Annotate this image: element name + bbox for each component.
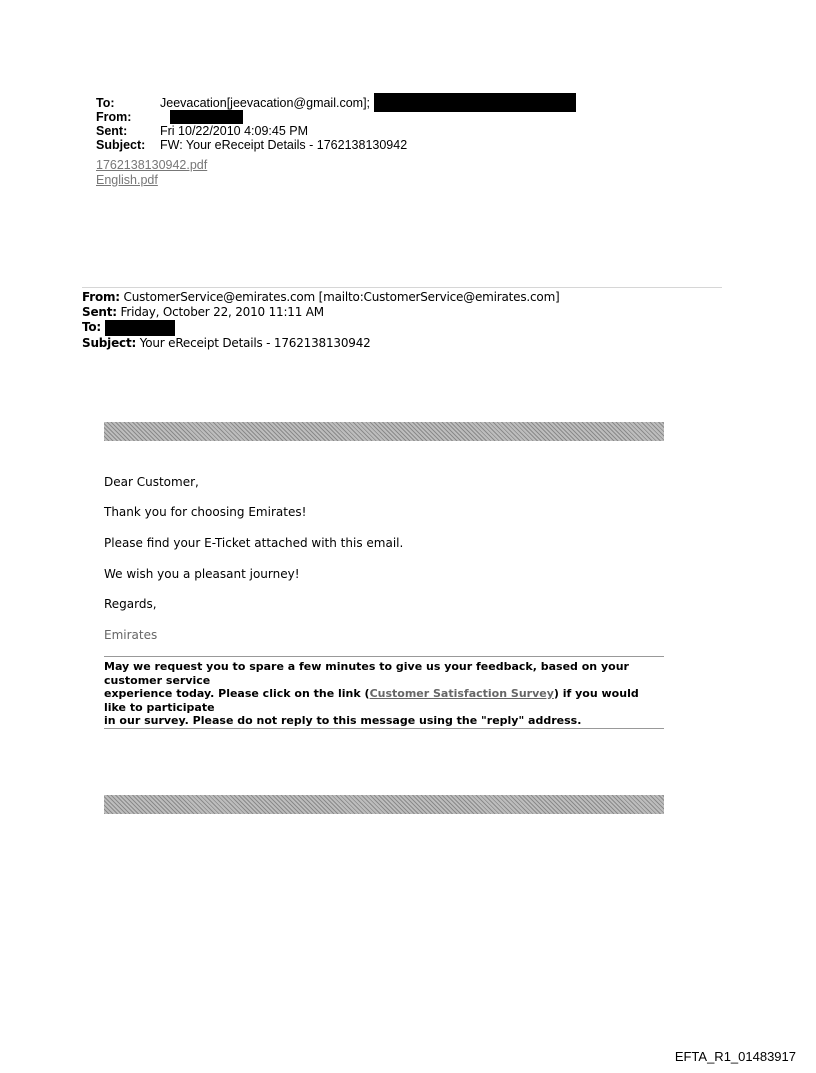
attachments-list <box>96 158 207 188</box>
notice-line: in our survey. Please do not reply to this message using the "reply" address. <box>104 714 582 727</box>
to-label: To: <box>96 96 115 110</box>
sent-value: Fri 10/22/2010 4:09:45 PM <box>160 124 309 138</box>
message-line: Thank you for choosing Emirates! <box>104 505 307 519</box>
regards: Regards, <box>104 597 157 611</box>
signature: Emirates <box>104 628 158 642</box>
attachment-link[interactable]: English.pdf <box>96 173 158 187</box>
divider <box>82 287 722 288</box>
notice-line: May we request you to spare a few minutes to give us your feedback, based on your <box>104 660 629 673</box>
fwd-to-label: To: <box>82 320 102 334</box>
subject-row <box>96 138 576 152</box>
redaction-block <box>170 110 243 124</box>
notice-text <box>104 657 664 728</box>
notice-line-post: ) if you would <box>553 687 639 700</box>
redaction-block <box>374 93 576 112</box>
notice-line: like to participate <box>104 700 215 714</box>
from-label: From: <box>96 110 132 124</box>
sent-label: Sent: <box>96 124 128 138</box>
fwd-sent-label: Sent: <box>82 305 117 319</box>
redaction-block <box>105 320 175 336</box>
subject-label: Subject: <box>96 138 146 152</box>
message-line: We wish you a pleasant journey! <box>104 567 300 581</box>
fwd-from-row <box>82 290 560 305</box>
greeting: Dear Customer, <box>104 475 199 489</box>
notice-line-pre: experience today. Please click on the link ( <box>104 687 370 700</box>
notice-line <box>104 687 664 701</box>
message-line: Please find your E-Ticket attached with this email. <box>104 536 404 550</box>
fwd-from-label: From: <box>82 290 120 304</box>
survey-link[interactable]: Customer Satisfaction Survey <box>369 687 554 700</box>
fwd-to-row <box>82 320 560 336</box>
to-value: Jeevacation[jeevacation@gmail.com]; <box>160 96 371 110</box>
forwarded-header <box>82 290 560 351</box>
fwd-from-value: CustomerService@emirates.com [mailto:CustomerService@emirates.com] <box>123 290 560 304</box>
fwd-subject-value: Your eReceipt Details - 1762138130942 <box>139 336 371 350</box>
to-row <box>96 96 576 110</box>
attachment-link[interactable]: 1762138130942.pdf <box>96 158 208 172</box>
fwd-subject-row <box>82 336 560 351</box>
fwd-subject-label: Subject: <box>82 336 137 350</box>
subject-value: FW: Your eReceipt Details - 1762138130942 <box>160 138 408 152</box>
document-id: EFTA_R1_01483917 <box>674 1049 796 1064</box>
email-header <box>96 96 576 152</box>
from-row <box>96 110 576 124</box>
sent-row <box>96 124 576 138</box>
fwd-sent-row <box>82 305 560 320</box>
fwd-sent-value: Friday, October 22, 2010 11:11 AM <box>120 305 324 319</box>
banner-image <box>104 795 664 814</box>
banner-image <box>104 422 664 441</box>
notice-line: customer service <box>104 673 211 687</box>
feedback-notice <box>104 656 664 729</box>
